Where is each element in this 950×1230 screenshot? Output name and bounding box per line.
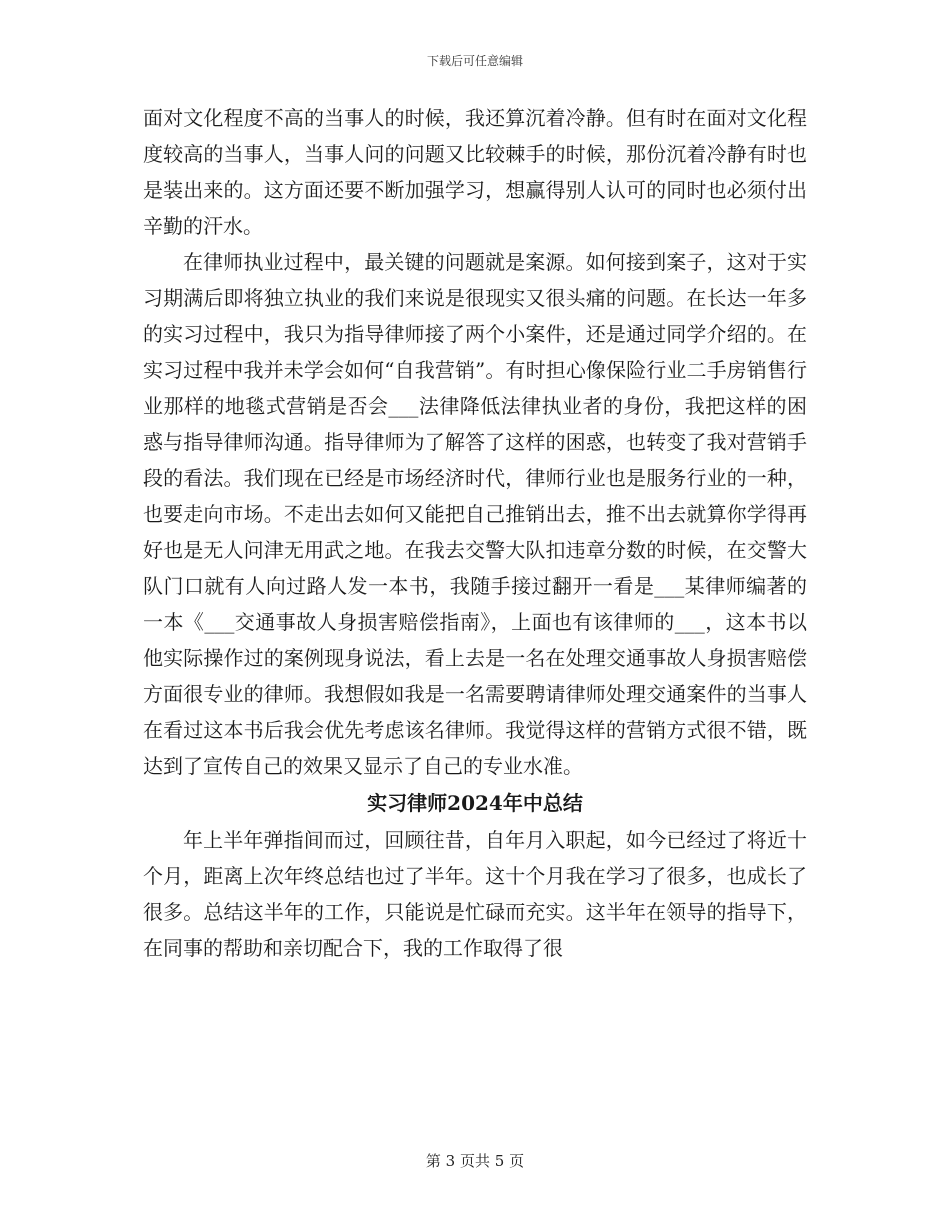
paragraph-summary-intro: 年上半年弹指间而过，回顾往昔，自年月入职起，如今已经过了将近十个月，距离上次年终总结也过了半年。这十个月我在学习了很多，也成长了很多。总结这半年的工作，只能说是忙碌而充实。这半年在领导的指导下，在同事的帮助和亲切配合下，我的工作取得了很 (143, 828, 807, 960)
document-body (143, 100, 807, 966)
page-header: 下载后可任意编辑 (426, 54, 523, 68)
paragraph-case-source: 在律师执业过程中，最关键的问题就是案源。如何接到案子，这对于实习期满后即将独立执业的我们来说是很现实又很头痛的问题。在长达一年多的实习过程中，我只为指导律师接了两个小案件，还是通过同学介绍的。在实习过程中我并未学会如何“自我营销”。有时担心像保险行业二手房销售行业那样的地毯式营销是否会___法律降低法律执业者的身份，我把这样的困惑与指导律师沟通。指导律师为了解答了这样的困惑，也转变了我对营销手段的看法。我们现在已经是市场经济时代，律师行业也是服务行业的一种，也要走向市场。不走出去如何又能把自己推销出去，推不出去就算你学得再好也是无人问津无用武之地。在我去交警大队扣违章分数的时候，在交警大队门口就有人向过路人发一本书，我随手接过翻开一看是___某律师编著的一本《___交通事故人身损害赔偿指南》，上面也有该律师的___，这本书以他实际操作过的案例现身说法，看上去是一名在处理交通事故人身损害赔偿方面很专业的律师。我想假如我是一名需要聘请律师处理交通案件的当事人在看过这本书后我会优先考虑该名律师。我觉得这样的营销方式很不错，既达到了宣传自己的效果又显示了自己的专业水准。 (143, 250, 807, 778)
paragraph-continuation: 面对文化程度不高的当事人的时候，我还算沉着冷静。但有时在面对文化程度较高的当事人，当事人问的问题又比较棘手的时候，那份沉着冷静有时也是装出来的。这方面还要不断加强学习，想赢得别人认可的同时也必须付出辛勤的汗水。 (143, 106, 807, 238)
page-footer: 第 3 页共 5 页 (425, 1152, 525, 1170)
section-title: 实习律师2024年中总结 (367, 791, 583, 815)
